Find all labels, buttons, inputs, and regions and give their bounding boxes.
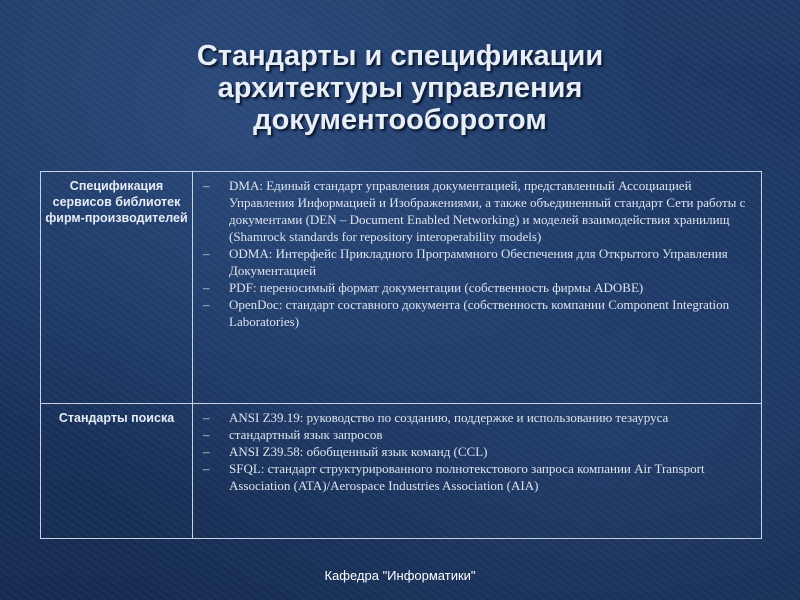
table-row (41, 172, 762, 404)
list-item-dma: – DMA: Единый стандарт управления документацией, представленный Ассоциацией Управления Информацией и Изображениями, а также объединенный стандарт Сети работы с документами (DEN – Document Enabled Networking) и моделей взаимодействия хранилищ (Shamrock standards for repository interoperability models) (201, 177, 753, 245)
slide-title (0, 40, 800, 136)
list-item-sfql: – SFQL: стандарт структурированного полнотекстового запроса компании Air Transport Association (ATA)/Aerospace Industries Association (AIA) (201, 460, 753, 494)
row-label-search-standards: Стандарты поиска (41, 404, 193, 539)
row-label-library-services: Спецификация сервисов библиотек фирм-производителей (41, 172, 193, 404)
footer-department: Кафедра "Информатики" (324, 568, 476, 583)
list-item-sql: – стандартный язык запросов (201, 426, 753, 443)
list-item-z39-19: – ANSI Z39.19: руководство по созданию, поддержке и использованию тезауруса (201, 409, 753, 426)
title-line-2: архитектуры управления (217, 72, 583, 104)
list-item-z39-58: – ANSI Z39.58: обобщенный язык команд (CCL) (201, 443, 753, 460)
list-item-opendoc: – OpenDoc: стандарт составного документа (собственность компании Component Integration Laboratories) (201, 296, 753, 330)
item-list (201, 177, 753, 330)
row-content-search-standards (193, 404, 762, 539)
list-item-pdf: – PDF: переносимый формат документации (собственность фирмы ADOBE) (201, 279, 753, 296)
standards-table (40, 171, 762, 539)
item-list (201, 409, 753, 494)
table-row (41, 404, 762, 539)
title-line-1: Стандарты и спецификации (196, 40, 604, 72)
list-item-odma: – ODMA: Интерфейс Прикладного Программного Обеспечения для Открытого Управления Документацией (201, 245, 753, 279)
row-content-library-services (193, 172, 762, 404)
title-line-3: документооборотом (253, 104, 547, 136)
